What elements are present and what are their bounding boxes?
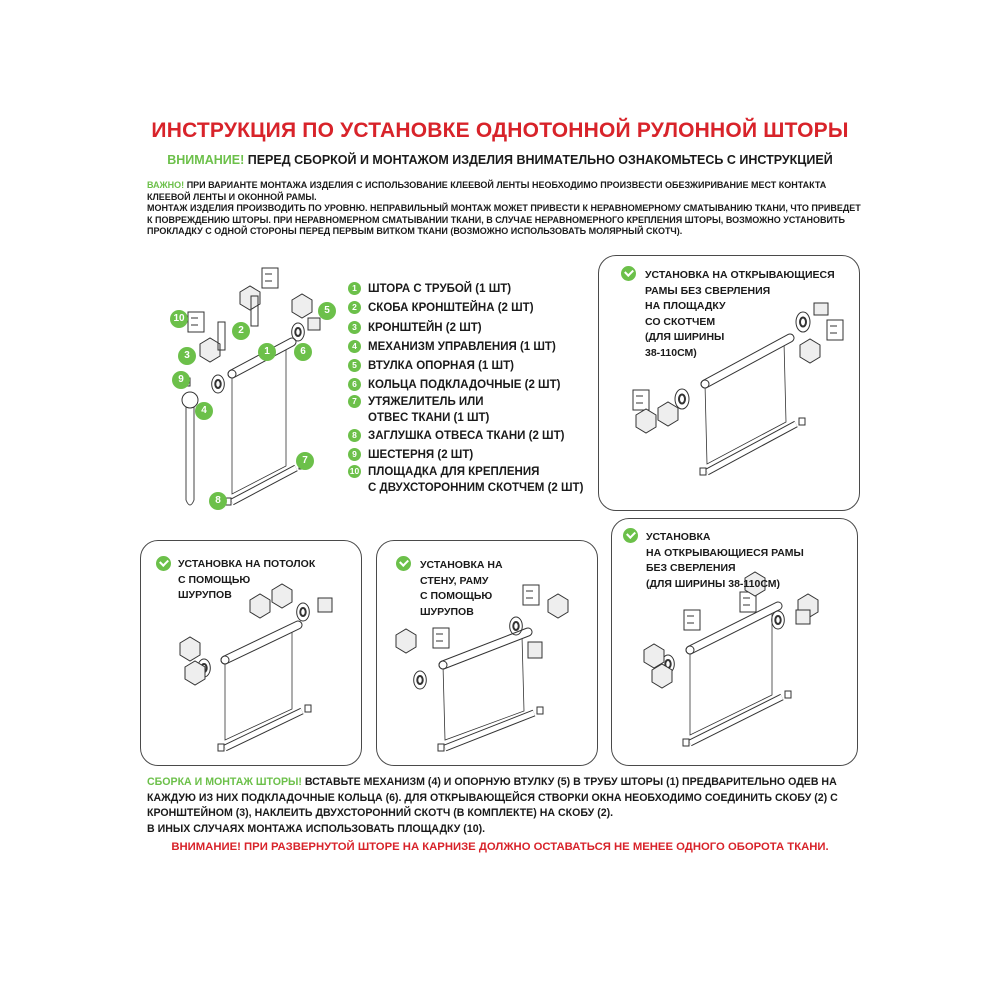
panel-title bbox=[178, 557, 315, 604]
part-item bbox=[348, 448, 473, 461]
part-label: ПЛОЩАДКА ДЛЯ КРЕПЛЕНИЯ bbox=[368, 466, 540, 478]
assembly-accent: СБОРКА И МОНТАЖ ШТОРЫ! bbox=[147, 776, 302, 788]
panel-title-line: НА ОТКРЫВАЮЩИЕСЯ РАМЫ bbox=[646, 546, 804, 559]
part-label: КОЛЬЦА ПОДКЛАДОЧНЫЕ (2 ШТ) bbox=[368, 379, 561, 391]
part-callout: 1 bbox=[258, 343, 276, 361]
part-number-badge: 9 bbox=[348, 448, 361, 461]
part-item bbox=[348, 301, 534, 314]
part-label: ЗАГЛУШКА ОТВЕСА ТКАНИ (2 ШТ) bbox=[368, 430, 565, 442]
washer-hole bbox=[295, 328, 300, 336]
check-icon bbox=[621, 266, 636, 281]
panel-title-line: (ДЛЯ ШИРИНЫ bbox=[645, 331, 725, 343]
part-number-badge: 6 bbox=[348, 378, 361, 391]
washer-hole bbox=[215, 380, 220, 388]
part-callout: 4 bbox=[195, 402, 213, 420]
panel-title-line: УСТАНОВКА НА ОТКРЫВАЮЩИЕСЯ bbox=[645, 269, 835, 281]
part-label-2: С ДВУХСТОРОННИМ СКОТЧЕМ (2 ШТ) bbox=[368, 482, 584, 494]
part-callout: 5 bbox=[318, 302, 336, 320]
washer-ring bbox=[212, 375, 225, 393]
washer-ring bbox=[292, 323, 305, 341]
bracket-slot bbox=[191, 318, 198, 325]
final-warning: ВНИМАНИЕ! ПРИ РАЗВЕРНУТОЙ ШТОРЕ НА КАРНИЗЕ ДОЛЖНО ОСТАВАТЬСЯ НЕ МЕНЕЕ ОДНОГО ОБОРОТА ТКАНИ. bbox=[171, 841, 829, 853]
part-callout: 2 bbox=[232, 322, 250, 340]
part-callout: 8 bbox=[209, 492, 227, 510]
part-callout: 7 bbox=[296, 452, 314, 470]
part-number-badge: 10 bbox=[349, 466, 360, 476]
part-number-badge: 3 bbox=[348, 321, 361, 334]
check-icon bbox=[156, 556, 171, 571]
panel-title-line: УСТАНОВКА НА ПОТОЛОК bbox=[178, 558, 316, 570]
panel-title-line: НА ПЛОЩАДКУ bbox=[645, 300, 726, 312]
control-chain bbox=[186, 400, 194, 505]
part-label: МЕХАНИЗМ УПРАВЛЕНИЯ (1 ШТ) bbox=[368, 341, 556, 353]
part-item bbox=[348, 429, 564, 442]
part-label: ШЕСТЕРНЯ (2 ШТ) bbox=[368, 449, 474, 461]
part-item bbox=[348, 395, 489, 424]
check-icon bbox=[396, 556, 411, 571]
part-label: СКОБА КРОНШТЕЙНА (2 ШТ) bbox=[368, 302, 534, 314]
part-label: КРОНШТЕЙН (2 ШТ) bbox=[368, 322, 482, 334]
clip-icon bbox=[240, 286, 260, 310]
panel-title-line: УСТАНОВКА НА bbox=[420, 559, 503, 571]
assembly-text-2: В ИНЫХ СЛУЧАЯХ МОНТАЖА ИСПОЛЬЗОВАТЬ ПЛОЩАДКУ (10). bbox=[147, 822, 486, 835]
part-number-badge: 4 bbox=[348, 340, 361, 353]
part-label: УТЯЖЕЛИТЕЛЬ ИЛИ bbox=[368, 396, 484, 408]
part-label-2: ОТВЕС ТКАНИ (1 ШТ) bbox=[368, 412, 490, 424]
part-callout: 3 bbox=[178, 347, 196, 365]
part-label: ШТОРА С ТРУБОЙ (1 ШТ) bbox=[368, 283, 512, 295]
part-number-badge: 7 bbox=[348, 395, 361, 408]
part-item bbox=[348, 340, 556, 353]
part-label: ВТУЛКА ОПОРНАЯ (1 ШТ) bbox=[368, 360, 514, 372]
part-item bbox=[348, 378, 560, 391]
panel-title-line: СТЕНУ, РАМУ bbox=[420, 574, 489, 587]
clip-icon bbox=[292, 294, 312, 318]
panel-title-line: С ПОМОЩЬЮ bbox=[420, 590, 493, 602]
panel-title-line: СО СКОТЧЕМ bbox=[645, 315, 716, 328]
panel-title bbox=[646, 530, 804, 592]
clip-icon bbox=[200, 338, 220, 362]
part-number-badge: 1 bbox=[348, 282, 361, 295]
panel-title bbox=[645, 268, 835, 361]
part-number-badge: 2 bbox=[348, 301, 361, 314]
bracket-slot bbox=[265, 274, 272, 281]
bracket-icon bbox=[262, 268, 278, 288]
panel-title-line: ШУРУПОВ bbox=[178, 589, 232, 601]
subtitle-accent: ВНИМАНИЕ! bbox=[167, 153, 245, 167]
page-title: ИНСТРУКЦИЯ ПО УСТАНОВКЕ ОДНОТОННОЙ РУЛОННОЙ ШТОРЫ bbox=[151, 119, 849, 142]
bracket-icon bbox=[188, 312, 204, 332]
bushing-icon bbox=[308, 318, 320, 330]
panel-title-line: РАМЫ БЕЗ СВЕРЛЕНИЯ bbox=[645, 284, 771, 297]
part-number-badge: 5 bbox=[348, 359, 361, 372]
bottom-bar-fill bbox=[232, 468, 296, 502]
part-item bbox=[348, 359, 514, 372]
panel-title-line: УСТАНОВКА bbox=[646, 531, 711, 543]
check-icon bbox=[623, 528, 638, 543]
part-callout: 6 bbox=[294, 343, 312, 361]
part-item bbox=[348, 282, 511, 295]
important-text: ПРИ ВАРИАНТЕ МОНТАЖА ИЗДЕЛИЯ С ИСПОЛЬЗОВАНИЕ КЛЕЕВОЙ ЛЕНТЫ НЕОБХОДИМО ПРОИЗВЕСТИ ОБЕЗЖИРИВАНИЕ МЕСТ КОНТАКТА КЛЕЕВОЙ ЛЕНТЫ И ОКОННОЙ РАМЫ. bbox=[147, 180, 827, 202]
panel-title-line: БЕЗ СВЕРЛЕНИЯ bbox=[646, 562, 736, 574]
panel-title bbox=[420, 558, 503, 620]
subtitle-text: ПЕРЕД СБОРКОЙ И МОНТАЖОМ ИЗДЕЛИЯ ВНИМАТЕЛЬНО ОЗНАКОМЬТЕСЬ С ИНСТРУКЦИЕЙ bbox=[244, 153, 833, 167]
part-callout: 9 bbox=[172, 371, 190, 389]
part-number-badge: 8 bbox=[348, 429, 361, 442]
important-accent: ВАЖНО! bbox=[147, 180, 185, 190]
panel-title-line: 38-110СМ) bbox=[645, 346, 697, 359]
part-callout: 10 bbox=[170, 310, 188, 328]
assembly-text: ВСТАВЬТЕ МЕХАНИЗМ (4) И ОПОРНУЮ ВТУЛКУ (5) В ТРУБУ ШТОРЫ (1) ПРЕДВАРИТЕЛЬНО ОДЕВ НА КАЖДУЮ ИЗ НИХ ПОДКЛАДОЧНЫЕ КОЛЬЦА (6). ДЛЯ ОТКРЫВАЮЩЕЙСЯ СТВОРКИ ОКНА НЕОБХОДИМО СОЕДИНИТЬ СКОБУ (2) С КРОНШТЕЙНОМ (3), НАКЛЕИТЬ ДВУХСТОРОННИЙ СКОТЧ (В КОМПЛЕКТЕ) НА СКОБУ (2). bbox=[147, 776, 838, 819]
level-note: МОНТАЖ ИЗДЕЛИЯ ПРОИЗВОДИТЬ ПО УРОВНЮ. НЕПРАВИЛЬНЫЙ МОНТАЖ МОЖЕТ ПРИВЕСТИ К НЕРАВНОМЕРНОМУ СМАТЫВАНИЮ ТКАНИ, ЧТО ПРИВЕДЕТ К ПОВРЕЖДЕНИЮ ШТОРЫ. ПРИ НЕРАВНОМЕРНОМ СМАТЫВАНИИ ТКАНИ, В СЛУЧАЕ НЕРАВНОМЕРНОГО КРЕПЛЕНИЯ ШТОРЫ, ВОЗМОЖНО УСТАНОВИТЬ ПРОКЛАДКУ С ОДНОЙ СТОРОНЫ ПЕРЕД ПЕРВЫМ ВИТКОМ ТКАНИ (ВОЗМОЖНО ИСПОЛЬЗОВАТЬ МОЛЯРНЫЙ СКОТЧ). bbox=[147, 203, 861, 237]
panel-title-line: (ДЛЯ ШИРИНЫ 38-110СМ) bbox=[646, 577, 781, 590]
part-item bbox=[348, 465, 583, 494]
assembly-instructions bbox=[147, 775, 867, 837]
part-item bbox=[348, 321, 482, 334]
panel-title-line: С ПОМОЩЬЮ bbox=[178, 573, 251, 586]
panel-title-line: ШУРУПОВ bbox=[420, 605, 474, 618]
